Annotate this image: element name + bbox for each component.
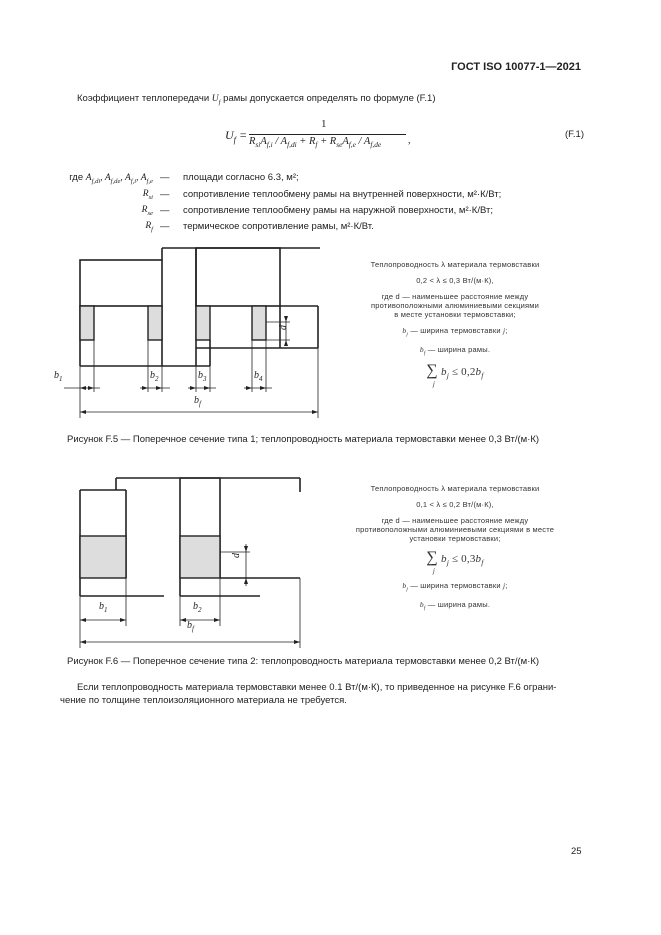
note-line: в месте установки термовставки; [394,310,516,319]
note-line-bj: $b_j$ — ширина термовставки j; [402,326,508,338]
def-text-rf: термическое сопротивление рамы, м²·К/Вт. [183,221,374,232]
condition-index: j [432,567,436,576]
page-number: 25 [571,846,582,857]
label-bf: $b_f$ [194,395,201,408]
label-b3: $b_3$ [198,370,207,383]
note-line: 0,2 < λ ≤ 0,3 Вт/(м·К), [416,276,494,285]
figure-f6-caption: Рисунок F.6 — Поперечное сечение типа 2: теплопроводность материала термовставки менее 0,2 Вт/(м·К) [67,656,540,667]
formula-lhs: $U_f$ = [225,128,248,145]
figure-f5-condition: ∑ $b_j \le 0,2b_f$ [426,362,484,381]
intro-text-after: рамы допускается определять по формуле (F.1) [220,93,436,104]
note-line: 0,1 < λ ≤ 0,2 Вт/(м·К), [416,500,494,509]
label-b4: $b_4$ [254,370,263,383]
def-symbol-rse: $R_{se}$ [141,205,153,217]
note-line: противоположными алюминиевыми секциями [371,301,539,310]
figure-f5-notes [345,260,565,388]
label-b2: $b_2$ [193,601,202,614]
closing-paragraph [77,681,597,694]
def-symbol-areas: где $A_{f,di}$, $A_{f,de}$, $A_{f,i}$, $A_{f,e}$ [69,172,153,185]
closing-line-1: Если теплопроводность материала термовставки менее 0.1 Вт/(м·К), то приведенное на рисунке F.6 ограни- [77,682,557,693]
intro-symbol: U [211,94,219,104]
def-text-rse: сопротивление теплообмену рамы на наружной поверхности, м²·К/Вт; [183,205,493,216]
label-b1: $b_1$ [54,370,63,383]
formula-number: (F.1) [565,129,584,140]
label-d: d [231,553,242,558]
def-dash: — [160,189,170,200]
note-line: установки термовставки; [409,534,501,543]
note-line: Теплопроводность λ материала термовставки [370,260,540,269]
note-line: где d — наименьшее расстояние между [381,516,529,525]
fraction-bar [249,134,406,135]
label-d: d [278,325,289,330]
condition-index: j [432,380,436,389]
closing-line-2: чение по толщине теплоизоляционного материала не требуется. [60,695,347,706]
intro-text-before: Коэффициент теплопередачи [77,93,212,104]
label-bf: $b_f$ [187,620,194,633]
def-dash: — [160,172,170,183]
def-dash: — [160,205,170,216]
figure-f5-drawing [60,240,340,420]
formula-numerator: 1 [321,118,327,130]
formula-f1 [225,118,415,157]
label-b2: $b_2$ [150,370,159,383]
def-text-rsi: сопротивление теплообмену рамы на внутренней поверхности, м²·К/Вт; [183,189,502,200]
def-text-areas: площади согласно 6.3, м²; [183,172,299,183]
figure-f5-caption: Рисунок F.5 — Поперечное сечение типа 1; теплопроводность материала термовставки менее 0,3 Вт/(м·К) [67,434,540,445]
figure-f6-condition: ∑ $b_j \le 0,3b_f$ [426,549,484,568]
note-line: где d — наименьшее расстояние между [381,292,529,301]
intro-symbol-sub: f [218,98,221,106]
document-code: ГОСТ ISO 10077-1—2021 [451,61,581,73]
label-b1: $b_1$ [99,601,108,614]
def-symbol-rf: $R_f$ [145,221,153,233]
def-dash: — [160,221,170,232]
formula-denominator: $R_{si}A_{f,i} / A_{f,di} + R_f + R_{se}A_{f,e} / A_{f,de}$ [249,136,382,150]
note-line: Теплопроводность λ материала термовставки [370,484,540,493]
formula-tail: , [408,135,411,146]
figure-f6-notes [330,484,580,611]
note-line-bf: $b_f$ — ширина рамы. [419,344,491,356]
note-line-bj: $b_j$ — ширина термовставки j; [402,581,508,593]
note-line-bf: $b_f$ — ширина рамы. [419,599,491,612]
note-line: противоположными алюминиевыми секциями в месте [355,525,555,534]
intro-paragraph [77,92,436,109]
def-symbol-rsi: $R_{si}$ [142,189,153,201]
